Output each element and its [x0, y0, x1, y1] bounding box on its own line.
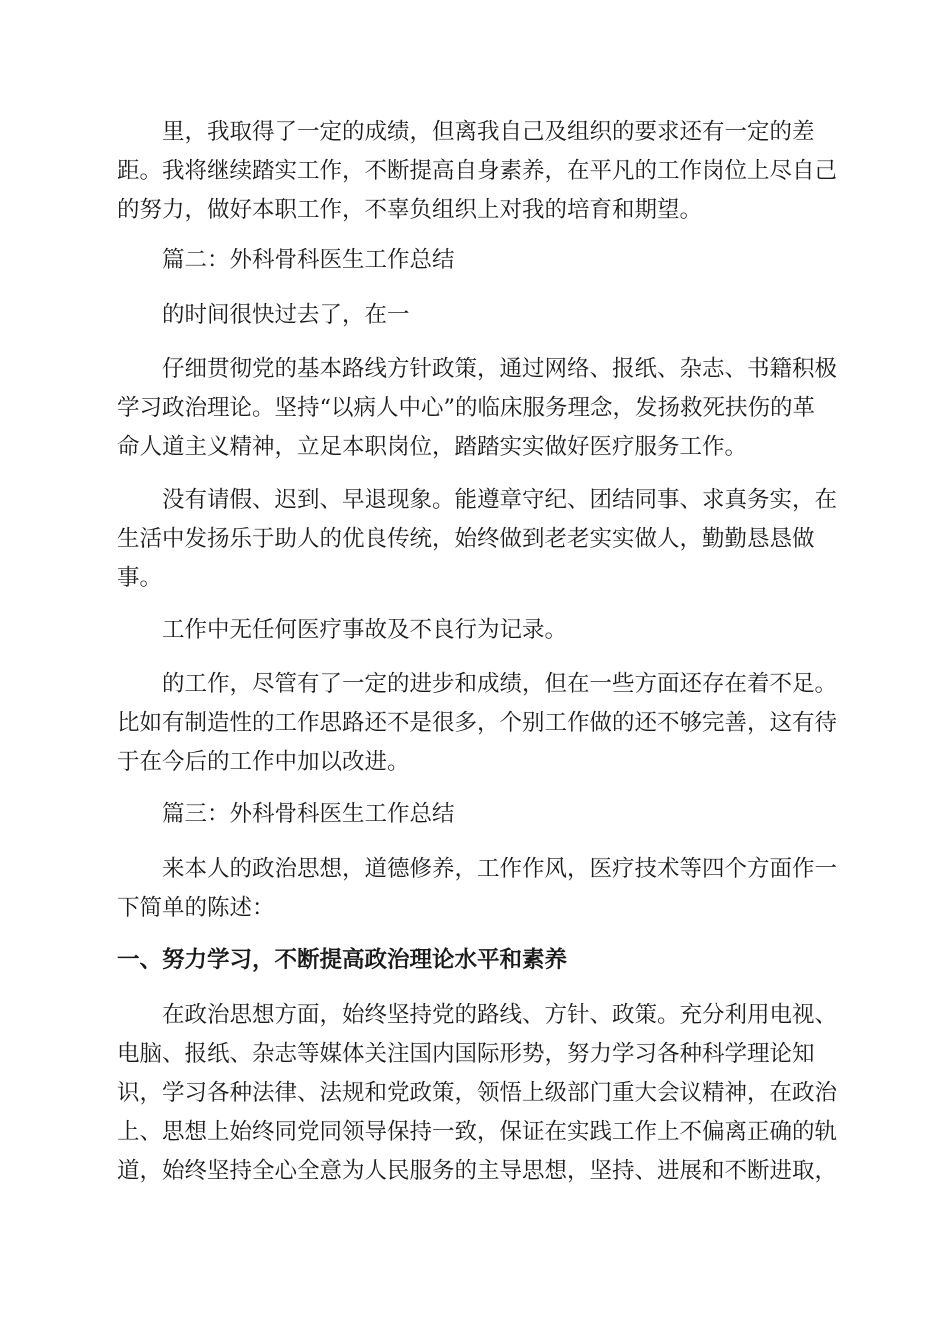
text-line: 在政治思想方面，始终坚持党的路线、方针、政策。充分利用电视、 — [162, 1002, 838, 1028]
paragraph-6 — [117, 611, 835, 650]
text-line: 电脑、报纸、杂志等媒体关注国内国际形势，努力学习各种科学理论知 — [117, 1041, 815, 1067]
paragraph-9 — [117, 850, 838, 928]
heading-1 — [117, 941, 835, 980]
text-line: 的努力，做好本职工作，不辜负组织上对我的培育和期望。 — [117, 197, 703, 223]
text-line: 道，始终坚持全心全意为人民服务的主导思想，坚持、进展和不断进取， — [117, 1158, 838, 1184]
text-line: 比如有制造性的工作思路还不是很多，个别工作做的还不够完善，这有待 — [117, 710, 838, 736]
text-line: 篇三：外科骨科医生工作总结 — [162, 801, 455, 827]
text-line: 事。 — [117, 565, 163, 591]
text-line: 没有请假、迟到、早退现象。能遵章守纪、团结同事、求真务实，在 — [162, 487, 838, 513]
text-line: 仔细贯彻党的基本路线方针政策，通过网络、报纸、杂志、书籍积极 — [162, 356, 838, 382]
paragraph-7 — [117, 665, 838, 782]
text-line: 的时间很快过去了，在一 — [162, 302, 410, 328]
text-line: 距。我将继续踏实工作，不断提高自身素养，在平凡的工作岗位上尽自己 — [117, 158, 838, 184]
text-line: 来本人的政治思想，道德修养，工作作风，医疗技术等四个方面作一 — [162, 856, 838, 882]
paragraph-4 — [117, 350, 838, 467]
text-line: 里，我取得了一定的成绩，但离我自己及组织的要求还有一定的差 — [162, 119, 815, 145]
text-line: 一、努力学习，不断提高政治理论水平和素养 — [117, 947, 568, 973]
paragraph-3 — [117, 296, 835, 335]
text-line: 学习政治理论。坚持“以病人中心”的临床服务理念，发扬救死扶伤的革 — [117, 395, 816, 421]
text-line: 的工作，尽管有了一定的进步和成绩，但在一些方面还存在着不足。 — [162, 671, 838, 697]
text-line: 工作中无任何医疗事故及不良行为记录。 — [162, 617, 568, 643]
section-title-3 — [117, 795, 835, 834]
text-line: 生活中发扬乐于助人的优良传统，始终做到老老实实做人，勤勤恳恳做 — [117, 526, 815, 552]
text-line: 下简单的陈述： — [117, 895, 275, 921]
paragraph-1 — [117, 113, 838, 230]
text-line: 于在今后的工作中加以改进。 — [117, 749, 410, 775]
text-line: 篇二：外科骨科医生工作总结 — [162, 247, 455, 273]
paragraph-5 — [117, 481, 838, 598]
text-line: 命人道主义精神，立足本职岗位，踏踏实实做好医疗服务工作。 — [117, 434, 748, 460]
paragraph-11 — [117, 996, 838, 1191]
text-line: 识，学习各种法律、法规和党政策，领悟上级部门重大会议精神，在政治 — [117, 1080, 838, 1106]
section-title-2 — [117, 241, 835, 280]
text-line: 上、思想上始终同党同领导保持一致，保证在实践工作上不偏离正确的轨 — [117, 1119, 838, 1145]
